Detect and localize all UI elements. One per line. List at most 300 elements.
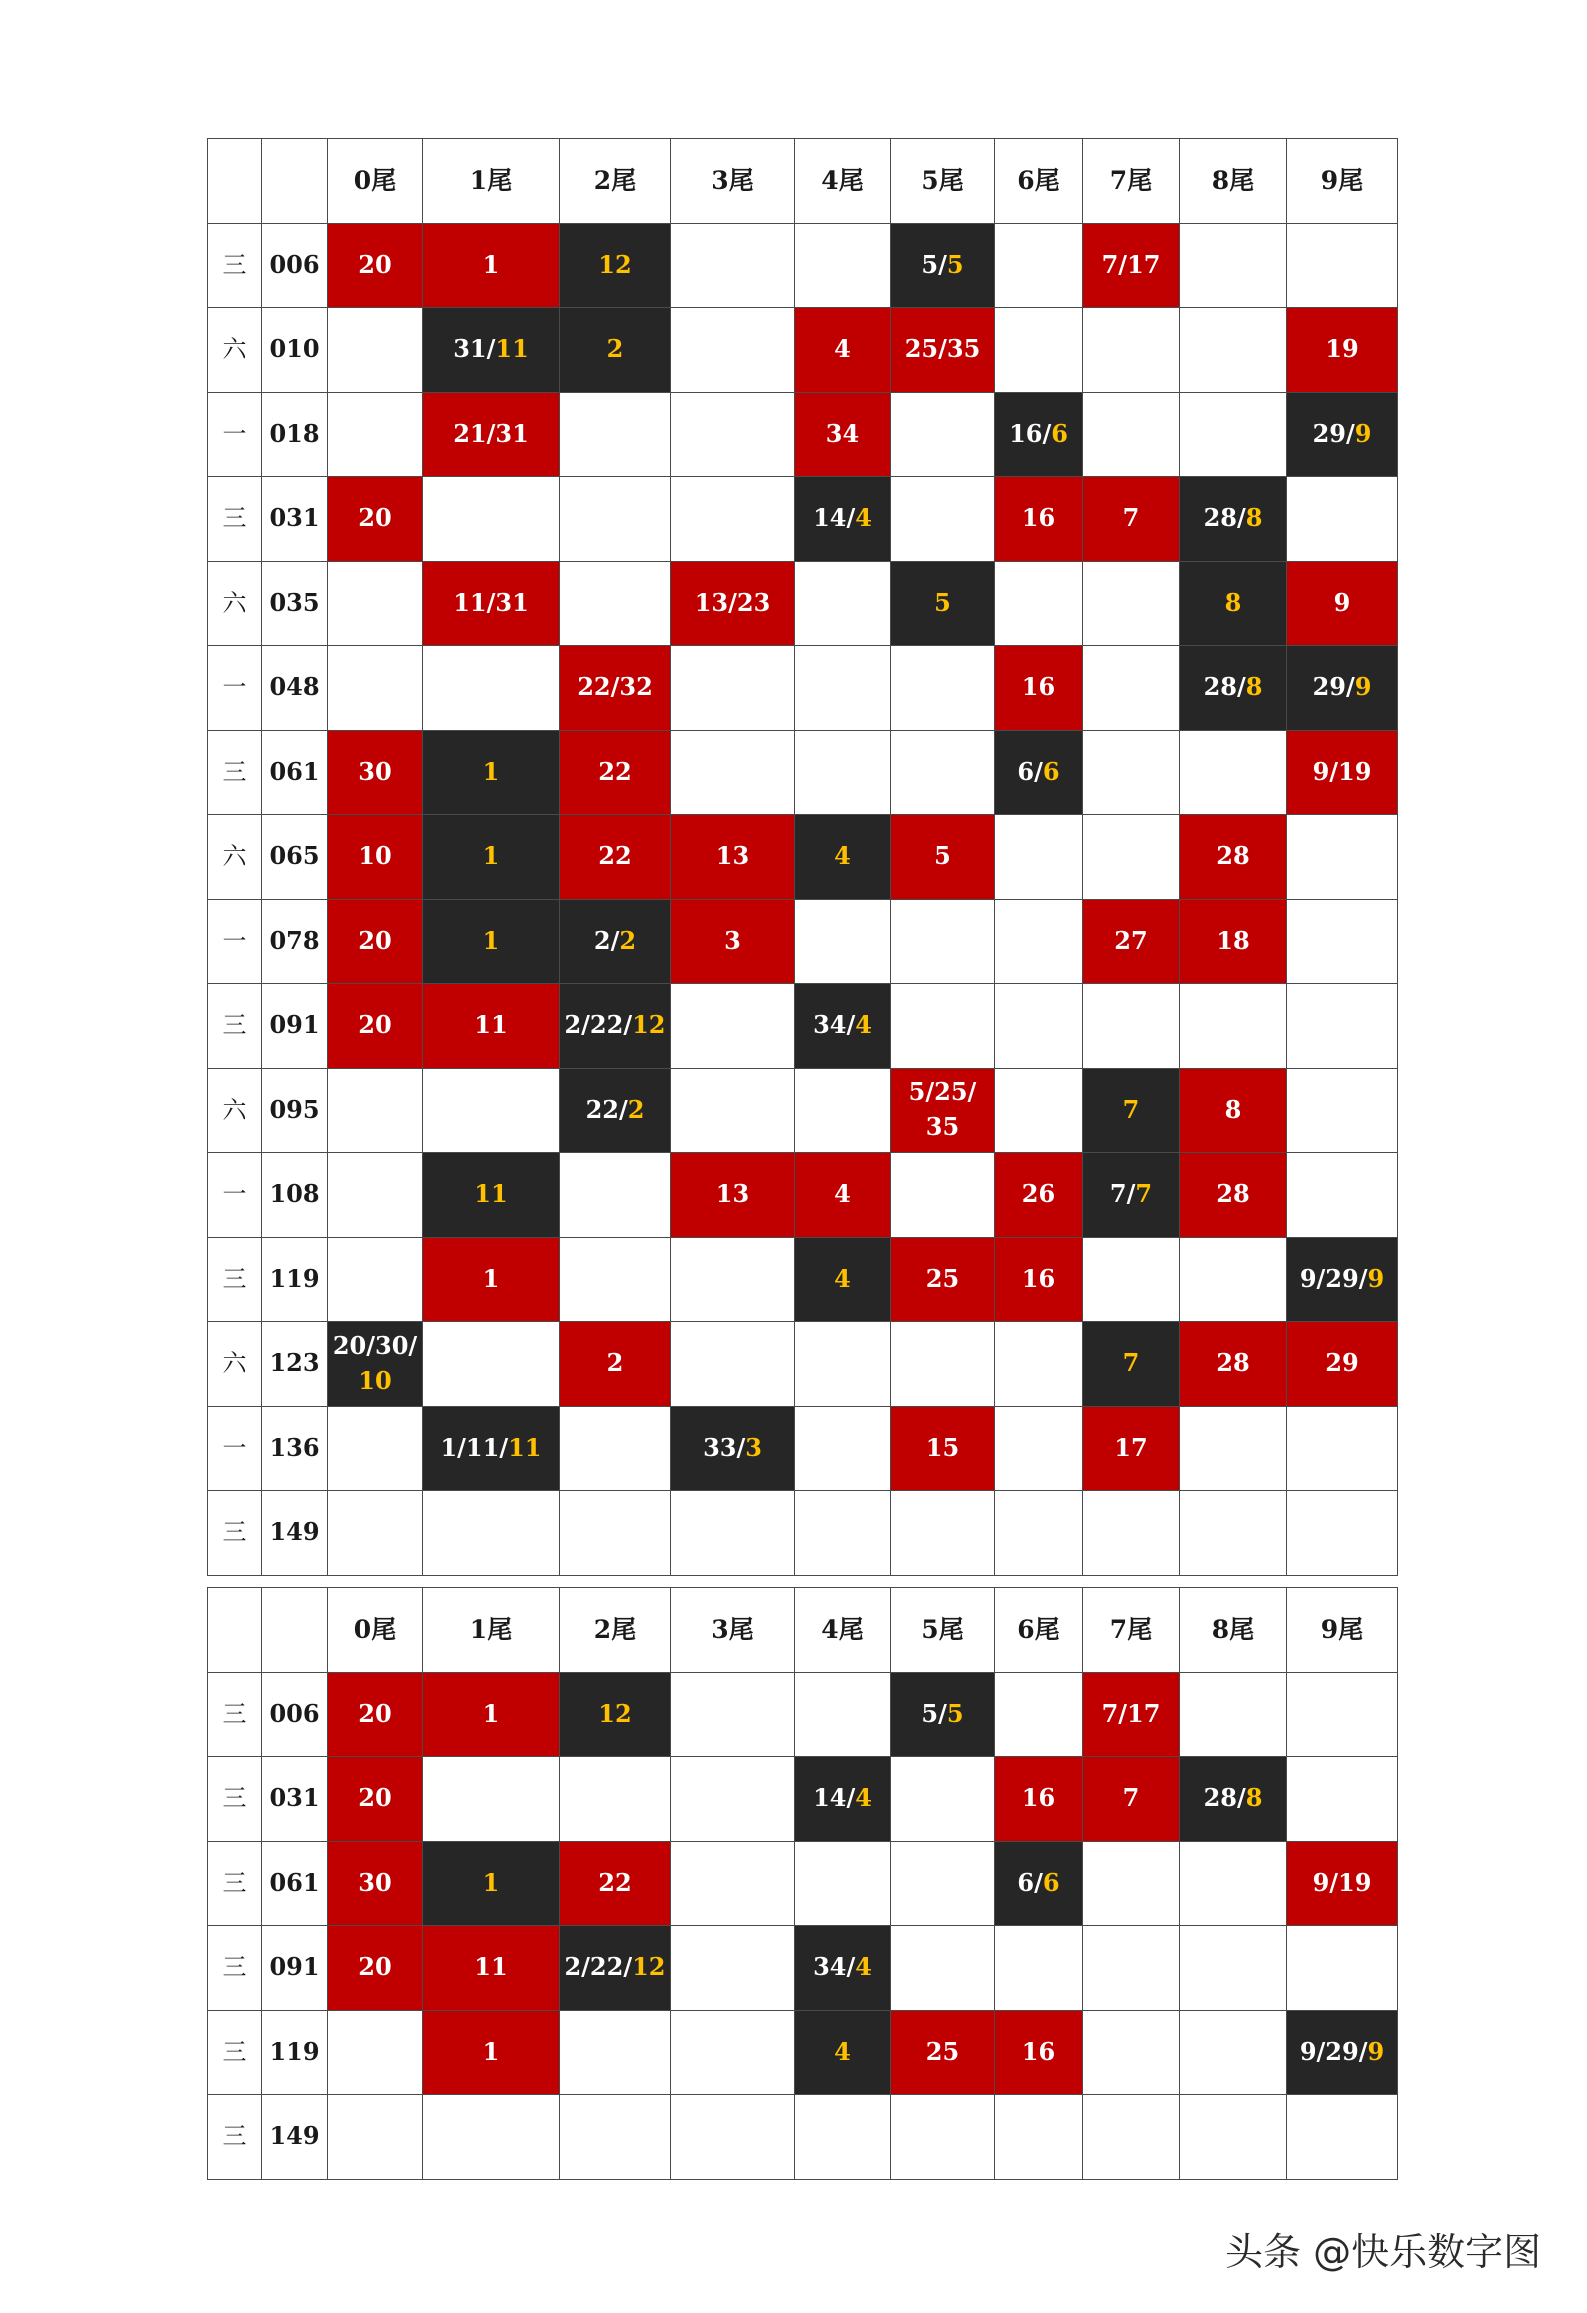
tail-cell bbox=[1287, 815, 1398, 900]
draw-number-cell: 061 bbox=[262, 730, 328, 815]
tail-cell bbox=[560, 2095, 671, 2180]
tail-cell bbox=[891, 477, 995, 562]
tail-cell bbox=[328, 899, 423, 984]
tail-cell bbox=[891, 1068, 995, 1153]
tail-cell bbox=[1083, 477, 1180, 562]
highlighted-number: 5 bbox=[934, 587, 951, 617]
weekday-cell: 三 bbox=[208, 730, 262, 815]
tail-cell bbox=[423, 984, 560, 1069]
highlighted-number: 9 bbox=[1367, 2036, 1385, 2066]
cell-number: 20 bbox=[358, 1010, 392, 1040]
cell-number: 4 bbox=[834, 1179, 851, 1209]
tail-cell bbox=[891, 223, 995, 308]
cell-number: 25 bbox=[925, 1263, 960, 1293]
highlighted-number: 1 bbox=[482, 756, 500, 786]
tail-cell bbox=[328, 1841, 423, 1926]
tail-cell bbox=[795, 1406, 891, 1491]
tail-cell bbox=[423, 730, 560, 815]
tail-cell bbox=[1180, 1491, 1287, 1576]
cell-number: 28/ bbox=[1203, 1783, 1246, 1813]
cell-number: 11/31 bbox=[453, 587, 529, 617]
draw-number-cell: 035 bbox=[262, 561, 328, 646]
cell-number: 9 bbox=[1333, 587, 1351, 617]
highlighted-number: 6 bbox=[1042, 756, 1060, 786]
tail-cell bbox=[328, 1926, 423, 2011]
highlighted-number: 4 bbox=[834, 2036, 851, 2066]
cell-number: 1/11/ bbox=[440, 1432, 509, 1462]
tail-cell bbox=[328, 2095, 423, 2180]
tail-cell bbox=[671, 2095, 795, 2180]
cell-number: 9/29/ bbox=[1299, 1263, 1368, 1293]
highlighted-number: 4 bbox=[834, 841, 851, 871]
tail-cell bbox=[891, 1237, 995, 1322]
weekday-cell: 一 bbox=[208, 1406, 262, 1491]
table-row bbox=[208, 899, 1398, 984]
tail-cell bbox=[423, 1322, 560, 1407]
cell-number: 30 bbox=[358, 756, 392, 786]
tail-cell bbox=[328, 815, 423, 900]
column-header: 2尾 bbox=[560, 139, 671, 224]
cell-number: 20 bbox=[358, 249, 392, 279]
weekday-cell: 三 bbox=[208, 984, 262, 1069]
tail-cell bbox=[328, 392, 423, 477]
table-row bbox=[208, 1841, 1398, 1926]
tail-cell bbox=[795, 561, 891, 646]
cell-number: 21/31 bbox=[453, 418, 529, 448]
tail-cell bbox=[995, 1491, 1083, 1576]
tail-cell bbox=[795, 1491, 891, 1576]
highlighted-number: 5 bbox=[946, 249, 964, 279]
tail-cell bbox=[423, 1491, 560, 1576]
cell-number: 25/35 bbox=[904, 334, 981, 364]
tail-cell bbox=[1083, 1672, 1180, 1757]
tail-cell bbox=[1287, 477, 1398, 562]
tail-cell bbox=[560, 646, 671, 731]
tail-cell bbox=[1180, 392, 1287, 477]
cell-number: 16 bbox=[1021, 1783, 1056, 1813]
tail-cell bbox=[671, 1406, 795, 1491]
tail-cell bbox=[891, 646, 995, 731]
cell-number: 29/ bbox=[1312, 672, 1355, 702]
column-header: 8尾 bbox=[1180, 1588, 1287, 1673]
tail-cell bbox=[891, 899, 995, 984]
tail-cell bbox=[795, 2095, 891, 2180]
cell-number: 28 bbox=[1216, 1179, 1250, 1209]
tail-cell bbox=[671, 899, 795, 984]
tail-cell bbox=[423, 1672, 560, 1757]
tail-cell bbox=[328, 646, 423, 731]
weekday-cell: 三 bbox=[208, 1237, 262, 1322]
tail-cell bbox=[1083, 2010, 1180, 2095]
cell-number: 2 bbox=[606, 1348, 624, 1378]
weekday-cell: 一 bbox=[208, 1153, 262, 1238]
tail-cell bbox=[328, 1406, 423, 1491]
highlighted-number: 2 bbox=[627, 1094, 645, 1124]
tail-cell bbox=[328, 2010, 423, 2095]
highlighted-number: 3 bbox=[745, 1432, 762, 1462]
draw-number-cell: 123 bbox=[262, 1322, 328, 1407]
tail-cell bbox=[995, 2010, 1083, 2095]
tail-cell bbox=[328, 1322, 423, 1407]
tail-cell bbox=[795, 984, 891, 1069]
draw-number-cell: 006 bbox=[262, 223, 328, 308]
tail-cell bbox=[1287, 392, 1398, 477]
tail-cell bbox=[795, 308, 891, 393]
tail-cell bbox=[1180, 646, 1287, 731]
cell-number: 33/ bbox=[703, 1432, 746, 1462]
cell-number: 30 bbox=[358, 1867, 392, 1897]
tail-cell bbox=[795, 1322, 891, 1407]
draw-number-cell: 149 bbox=[262, 2095, 328, 2180]
tail-cell bbox=[1083, 223, 1180, 308]
highlighted-number: 8 bbox=[1245, 503, 1263, 533]
highlighted-number: 10 bbox=[358, 1365, 392, 1395]
weekday-cell: 六 bbox=[208, 1322, 262, 1407]
watermark: 头条 @快乐数字图 bbox=[1225, 2230, 1542, 2274]
table-row bbox=[208, 308, 1398, 393]
tail-cell bbox=[1083, 984, 1180, 1069]
tail-cell bbox=[328, 984, 423, 1069]
column-header: 0尾 bbox=[328, 1588, 423, 1673]
highlighted-number: 12 bbox=[632, 1010, 666, 1040]
tail-cell bbox=[795, 1757, 891, 1842]
column-header: 1尾 bbox=[423, 1588, 560, 1673]
cell-number: 18 bbox=[1216, 925, 1250, 955]
cell-number: 2/22/ bbox=[564, 1010, 633, 1040]
tail-cell bbox=[560, 1237, 671, 1322]
column-header: 2尾 bbox=[560, 1588, 671, 1673]
tail-cell bbox=[560, 1068, 671, 1153]
draw-number-cell: 091 bbox=[262, 984, 328, 1069]
cell-number: 6/ bbox=[1017, 1867, 1043, 1897]
highlighted-number: 11 bbox=[474, 1179, 508, 1209]
tail-cell bbox=[1083, 1153, 1180, 1238]
tail-cell bbox=[671, 2010, 795, 2095]
weekday-cell: 一 bbox=[208, 899, 262, 984]
tail-cell bbox=[1083, 646, 1180, 731]
highlighted-number: 8 bbox=[1245, 1783, 1263, 1813]
column-header: 5尾 bbox=[891, 1588, 995, 1673]
cell-number: 14/ bbox=[813, 503, 856, 533]
tail-cell bbox=[891, 561, 995, 646]
tail-cell bbox=[891, 1841, 995, 1926]
weekday-cell: 三 bbox=[208, 223, 262, 308]
tail-cell bbox=[795, 1237, 891, 1322]
tail-cell bbox=[423, 1153, 560, 1238]
draw-number-cell: 018 bbox=[262, 392, 328, 477]
table-row bbox=[208, 1757, 1398, 1842]
tail-cell bbox=[423, 1926, 560, 2011]
tail-cell bbox=[560, 561, 671, 646]
tail-cell bbox=[1180, 2010, 1287, 2095]
tail-cell bbox=[671, 1926, 795, 2011]
column-header: 3尾 bbox=[671, 1588, 795, 1673]
cell-number: 7/17 bbox=[1101, 249, 1161, 279]
tail-cell bbox=[1180, 1406, 1287, 1491]
cell-number: 17 bbox=[1114, 1432, 1148, 1462]
draw-number-cell: 119 bbox=[262, 1237, 328, 1322]
highlighted-number: 1 bbox=[482, 925, 500, 955]
cell-number: 2/ bbox=[593, 925, 620, 955]
column-header: 3尾 bbox=[671, 139, 795, 224]
cell-number: 11 bbox=[474, 1010, 508, 1040]
tail-cell bbox=[328, 223, 423, 308]
tail-cell bbox=[1180, 984, 1287, 1069]
tail-cell bbox=[1287, 2095, 1398, 2180]
tail-cell bbox=[328, 1068, 423, 1153]
tail-cell bbox=[1287, 1757, 1398, 1842]
tail-cell bbox=[671, 1237, 795, 1322]
tail-cell bbox=[671, 561, 795, 646]
tail-cell bbox=[1180, 1237, 1287, 1322]
tail-cell bbox=[1083, 392, 1180, 477]
tail-cell bbox=[1180, 308, 1287, 393]
tail-cell bbox=[995, 2095, 1083, 2180]
table-row bbox=[208, 1926, 1398, 2011]
cell-number: 20/30/ bbox=[332, 1330, 418, 1360]
tail-cell bbox=[671, 1322, 795, 1407]
tail-cell bbox=[1180, 899, 1287, 984]
tail-cell bbox=[1287, 730, 1398, 815]
column-header: 5尾 bbox=[891, 139, 995, 224]
cell-number: 7 bbox=[1122, 1783, 1140, 1813]
column-header: 7尾 bbox=[1083, 139, 1180, 224]
tail-cell bbox=[795, 815, 891, 900]
highlighted-number: 12 bbox=[632, 1952, 666, 1982]
cell-number: 20 bbox=[358, 925, 392, 955]
cell-number: 7 bbox=[1122, 503, 1140, 533]
header-row bbox=[208, 139, 1398, 224]
tail-cell bbox=[795, 223, 891, 308]
tail-cell bbox=[671, 477, 795, 562]
cell-number: 16 bbox=[1021, 2036, 1056, 2066]
draw-number-cell: 091 bbox=[262, 1926, 328, 2011]
table-row bbox=[208, 1237, 1398, 1322]
draw-number-cell: 006 bbox=[262, 1672, 328, 1757]
tail-cell bbox=[1180, 730, 1287, 815]
tail-cell bbox=[423, 1757, 560, 1842]
highlighted-number: 9 bbox=[1367, 1263, 1385, 1293]
table-row bbox=[208, 815, 1398, 900]
tail-cell bbox=[423, 646, 560, 731]
tail-cell bbox=[560, 223, 671, 308]
tail-cell bbox=[891, 815, 995, 900]
cell-number: 20 bbox=[358, 1783, 392, 1813]
tail-cell bbox=[1180, 223, 1287, 308]
cell-number: 25 bbox=[925, 2036, 960, 2066]
cell-number: 1 bbox=[482, 1263, 500, 1293]
tail-cell bbox=[671, 1757, 795, 1842]
draw-number-cell: 010 bbox=[262, 308, 328, 393]
tail-cell bbox=[891, 1491, 995, 1576]
highlighted-number: 5 bbox=[946, 1698, 964, 1728]
cell-number: 13 bbox=[715, 841, 750, 871]
tail-cell bbox=[891, 1757, 995, 1842]
cell-number: 3 bbox=[724, 925, 741, 955]
tail-cell bbox=[995, 223, 1083, 308]
cell-number: 9/19 bbox=[1312, 756, 1372, 786]
tail-cell bbox=[423, 1237, 560, 1322]
tail-cell bbox=[995, 1841, 1083, 1926]
tail-cell bbox=[1287, 2010, 1398, 2095]
cell-number: 35 bbox=[925, 1112, 960, 1142]
draw-number-cell: 149 bbox=[262, 1491, 328, 1576]
cell-number: 9/19 bbox=[1312, 1867, 1372, 1897]
table-row bbox=[208, 561, 1398, 646]
table-row bbox=[208, 2095, 1398, 2180]
tail-cell bbox=[1083, 815, 1180, 900]
tail-cell bbox=[328, 561, 423, 646]
cell-number: 29/ bbox=[1312, 418, 1355, 448]
draw-number-cell: 078 bbox=[262, 899, 328, 984]
tail-cell bbox=[995, 1672, 1083, 1757]
tail-cell bbox=[560, 1926, 671, 2011]
tail-cell bbox=[995, 1237, 1083, 1322]
tail-cell bbox=[795, 1153, 891, 1238]
tail-cell bbox=[1083, 1237, 1180, 1322]
cell-number: 14/ bbox=[813, 1783, 856, 1813]
cell-number: 5/ bbox=[921, 1698, 947, 1728]
tail-grid-table-1 bbox=[207, 138, 1398, 1576]
weekday-cell: 六 bbox=[208, 308, 262, 393]
weekday-cell: 三 bbox=[208, 1491, 262, 1576]
cell-number: 13 bbox=[715, 1179, 750, 1209]
cell-number: 8 bbox=[1224, 1094, 1242, 1124]
tail-cell bbox=[995, 308, 1083, 393]
tail-cell bbox=[891, 1153, 995, 1238]
tail-cell bbox=[1083, 899, 1180, 984]
cell-number: 31/ bbox=[453, 334, 496, 364]
tail-cell bbox=[423, 2095, 560, 2180]
tail-cell bbox=[1287, 1406, 1398, 1491]
cell-number: 28/ bbox=[1203, 503, 1246, 533]
highlighted-number: 4 bbox=[855, 1010, 872, 1040]
tail-cell bbox=[671, 646, 795, 731]
tail-cell bbox=[560, 1672, 671, 1757]
tail-cell bbox=[1287, 1926, 1398, 2011]
weekday-cell: 六 bbox=[208, 815, 262, 900]
highlighted-number: 6 bbox=[1042, 1867, 1060, 1897]
tail-cell bbox=[1287, 1672, 1398, 1757]
tail-cell bbox=[560, 1491, 671, 1576]
cell-number: 11 bbox=[474, 1952, 508, 1982]
cell-number: 27 bbox=[1114, 925, 1148, 955]
cell-number: 22 bbox=[598, 1867, 632, 1897]
cell-number: 9/29/ bbox=[1299, 2036, 1368, 2066]
tail-cell bbox=[423, 2010, 560, 2095]
tail-cell bbox=[891, 1672, 995, 1757]
tail-cell bbox=[995, 1757, 1083, 1842]
tail-cell bbox=[328, 1237, 423, 1322]
tail-cell bbox=[560, 477, 671, 562]
weekday-cell: 三 bbox=[208, 2010, 262, 2095]
weekday-cell: 一 bbox=[208, 646, 262, 731]
table-row bbox=[208, 223, 1398, 308]
tail-cell bbox=[795, 392, 891, 477]
tail-cell bbox=[560, 730, 671, 815]
table-row bbox=[208, 477, 1398, 562]
table-row bbox=[208, 2010, 1398, 2095]
tail-cell bbox=[1287, 308, 1398, 393]
tail-cell bbox=[328, 308, 423, 393]
weekday-cell: 三 bbox=[208, 477, 262, 562]
header-blank-cell bbox=[262, 1588, 328, 1673]
header-blank-cell bbox=[208, 139, 262, 224]
tail-cell bbox=[328, 1757, 423, 1842]
tail-cell bbox=[1083, 308, 1180, 393]
tail-cell bbox=[1083, 1926, 1180, 2011]
tail-cell bbox=[795, 899, 891, 984]
tail-cell bbox=[1180, 1153, 1287, 1238]
cell-number: 2/22/ bbox=[564, 1952, 633, 1982]
cell-number: 5/ bbox=[921, 249, 947, 279]
tail-cell bbox=[1180, 2095, 1287, 2180]
column-header: 6尾 bbox=[995, 139, 1083, 224]
draw-number-cell: 108 bbox=[262, 1153, 328, 1238]
tail-cell bbox=[795, 730, 891, 815]
weekday-cell: 三 bbox=[208, 1672, 262, 1757]
cell-number: 16 bbox=[1021, 1263, 1056, 1293]
highlighted-number: 2 bbox=[606, 334, 624, 364]
tail-cell bbox=[995, 1068, 1083, 1153]
column-header: 4尾 bbox=[795, 1588, 891, 1673]
tail-cell bbox=[328, 1153, 423, 1238]
tail-cell bbox=[328, 1491, 423, 1576]
tail-cell bbox=[1083, 1406, 1180, 1491]
cell-number: 1 bbox=[482, 1698, 500, 1728]
tail-cell bbox=[995, 1322, 1083, 1407]
tail-cell bbox=[560, 392, 671, 477]
weekday-cell: 一 bbox=[208, 392, 262, 477]
tail-cell bbox=[795, 2010, 891, 2095]
cell-number: 5/25/ bbox=[908, 1077, 977, 1107]
table-row bbox=[208, 1153, 1398, 1238]
tail-cell bbox=[891, 984, 995, 1069]
tail-cell bbox=[560, 2010, 671, 2095]
draw-number-cell: 065 bbox=[262, 815, 328, 900]
column-header: 4尾 bbox=[795, 139, 891, 224]
tail-cell bbox=[795, 477, 891, 562]
highlighted-number: 6 bbox=[1051, 418, 1068, 448]
tail-cell bbox=[1180, 1926, 1287, 2011]
cell-number: 4 bbox=[834, 334, 851, 364]
tail-cell bbox=[1180, 477, 1287, 562]
column-header: 9尾 bbox=[1287, 139, 1398, 224]
table-row bbox=[208, 1322, 1398, 1407]
tail-cell bbox=[560, 1406, 671, 1491]
highlighted-number: 4 bbox=[855, 1783, 872, 1813]
highlighted-number: 9 bbox=[1354, 418, 1372, 448]
tail-cell bbox=[423, 815, 560, 900]
cell-number: 7/ bbox=[1109, 1179, 1136, 1209]
tail-cell bbox=[891, 730, 995, 815]
draw-number-cell: 061 bbox=[262, 1841, 328, 1926]
tail-cell bbox=[1083, 1491, 1180, 1576]
tail-cell bbox=[1180, 561, 1287, 646]
tail-cell bbox=[560, 984, 671, 1069]
tail-cell bbox=[423, 223, 560, 308]
draw-number-cell: 031 bbox=[262, 477, 328, 562]
table-row bbox=[208, 730, 1398, 815]
tail-cell bbox=[891, 1926, 995, 2011]
table-row bbox=[208, 1406, 1398, 1491]
tail-cell bbox=[560, 899, 671, 984]
cell-number: 20 bbox=[358, 1952, 392, 1982]
tail-cell bbox=[795, 1068, 891, 1153]
cell-number: 16/ bbox=[1009, 418, 1052, 448]
highlighted-number: 8 bbox=[1245, 672, 1263, 702]
cell-number: 22 bbox=[598, 756, 632, 786]
